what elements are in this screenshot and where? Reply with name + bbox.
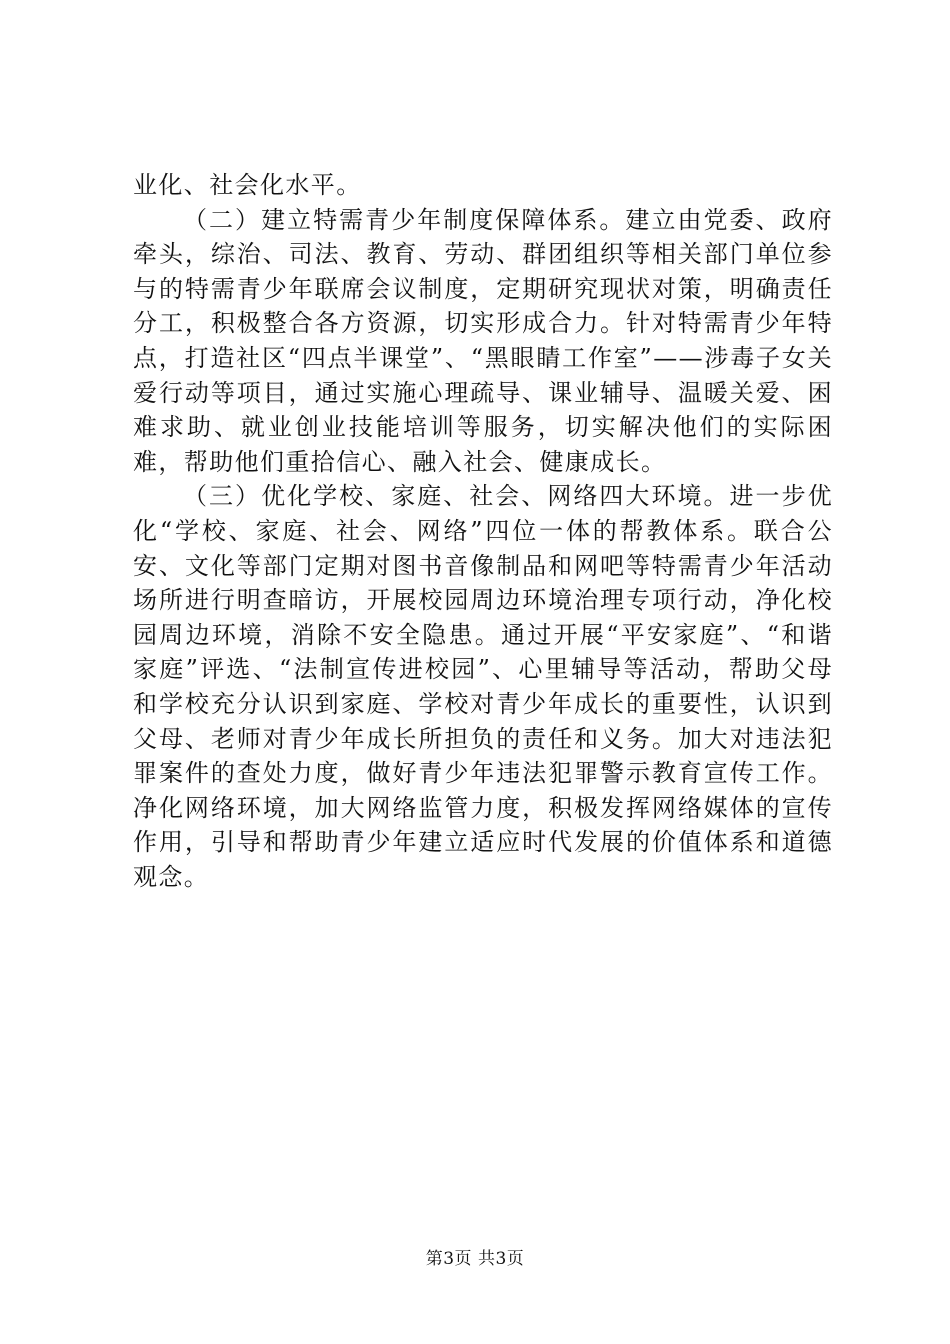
page-number-footer: 第3页 共3页 — [425, 1249, 525, 1269]
document-body — [133, 168, 833, 894]
paragraph-section-two: （二）建立特需青少年制度保障体系。建立由党委、政府牵头，综治、司法、教育、劳动、群团组织等相关部门单位参与的特需青少年联席会议制度，定期研究现状对策，明确责任分工，积极整合各方资源，切实形成合力。针对特需青少年特点，打造社区“四点半课堂”、“黑眼睛工作室”——涉毒子女关爱行动等项目，通过实施心理疏导、课业辅导、温暖关爱、困难求助、就业创业技能培训等服务，切实解决他们的实际困难，帮助他们重拾信心、融入社会、健康成长。 — [133, 205, 833, 476]
paragraph-continuation: 业化、社会化水平。 — [133, 171, 362, 199]
paragraph-section-three: （三）优化学校、家庭、社会、网络四大环境。进一步优化“学校、家庭、社会、网络”四位一体的帮教体系。联合公安、文化等部门定期对图书音像制品和网吧等特需青少年活动场所进行明查暗访，开展校园周边环境治理专项行动，净化校园周边环境，消除不安全隐患。通过开展“平安家庭”、“和谐家庭”评选、“法制宣传进校园”、心里辅导等活动，帮助父母和学校充分认识到家庭、学校对青少年成长的重要性，认识到父母、老师对青少年成长所担负的责任和义务。加大对违法犯罪案件的查处力度，做好青少年违法犯罪警示教育宣传工作。净化网络环境，加大网络监管力度，积极发挥网络媒体的宣传作用，引导和帮助青少年建立适应时代发展的价值体系和道德观念。 — [133, 482, 833, 891]
